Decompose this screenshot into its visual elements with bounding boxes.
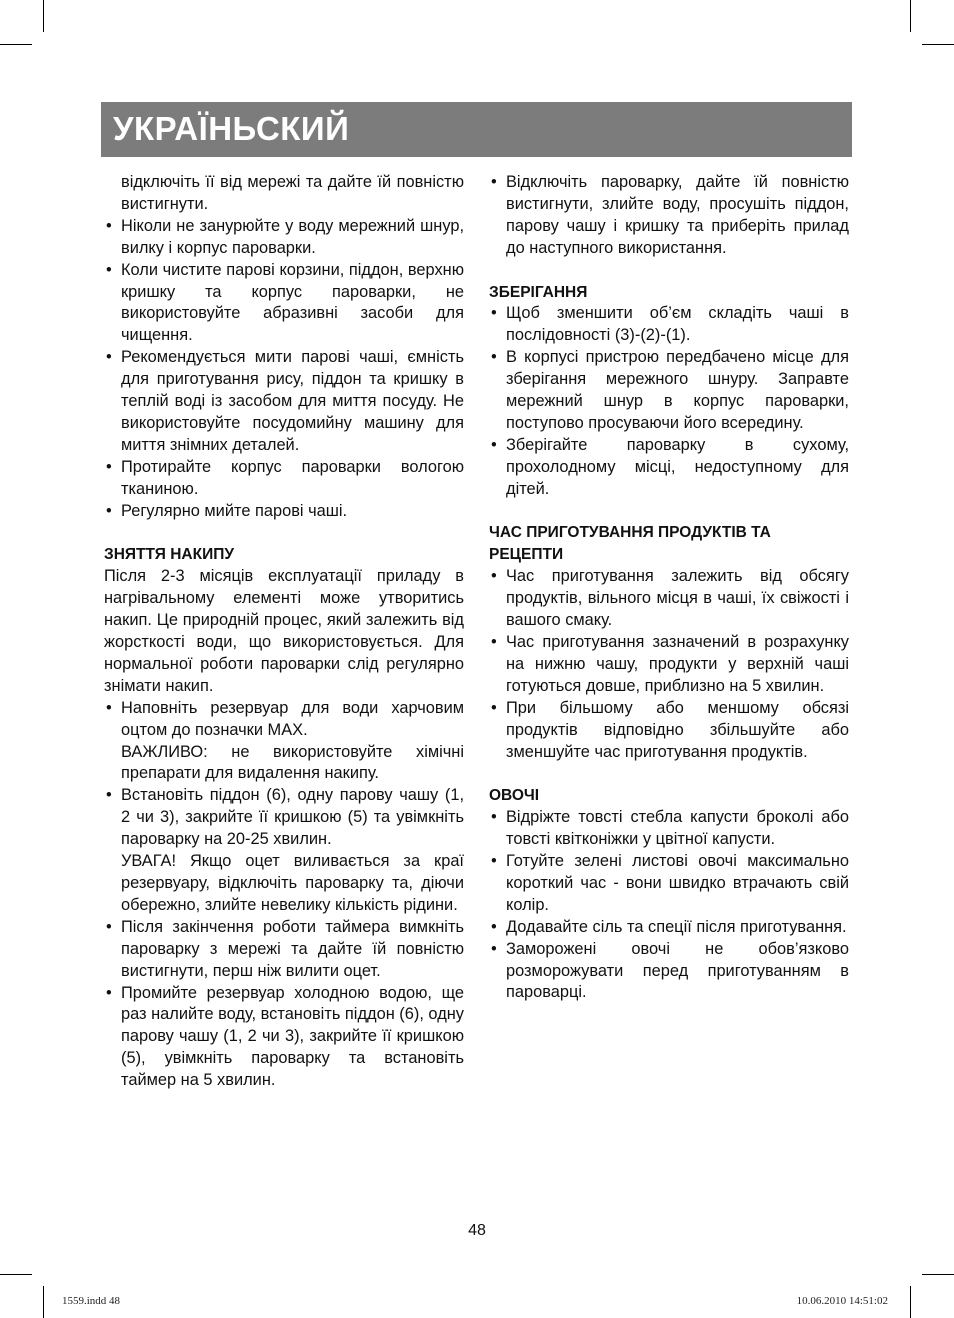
list-item: • Зберігайте пароварку в сухому, прохолодному місці, недоступному для дітей. [491, 435, 849, 498]
list-item: • Промийте резервуар холодною водою, ще раз налийте воду, встановіть піддон (6), одну парову чашу (1, 2 чи 3), закрийте її кришкою (5), увімкніть пароварку та встановіть таймер на 5 хвилин. [106, 983, 465, 1090]
continued-text: відключіть її від мережі та дайте їй повністю вистигнути. [121, 173, 464, 213]
footer-timestamp: 10.06.2010 14:51:02 [796, 1295, 888, 1307]
descale-heading: ЗНЯТТЯ НАКИПУ [104, 546, 234, 564]
section-title: УКРАЇНЬСКИЙ [113, 110, 350, 147]
crop-mark [43, 0, 44, 32]
list-item: • Час приготування зазначений в розрахунку на нижню чашу, продукти у верхній чаші готуються довше, приблизно на 5 хвилин. [491, 633, 849, 695]
vegetables-heading: ОВОЧІ [489, 787, 540, 805]
crop-mark [922, 1274, 954, 1275]
bullet-icon: • [491, 304, 497, 323]
list-item: • Додавайте сіль та спеції після приготування. [489, 917, 849, 939]
crop-mark [922, 44, 954, 45]
crop-mark [910, 1286, 911, 1318]
bullet-icon: • [491, 567, 497, 586]
crop-mark [910, 0, 911, 32]
list-item: • Наповніть резервуар для води харчовим оцтом до позначки MAX. [106, 698, 464, 739]
storage-heading: ЗБЕРІГАННЯ [489, 283, 588, 301]
bullet-icon: • [106, 457, 112, 476]
list-item: • Відріжте товсті стебла капусти броколі або товсті квітконіжки у цвітної капусти. [491, 808, 849, 849]
bullet-icon: • [106, 216, 112, 235]
bullet-icon: • [106, 917, 112, 936]
important-note: ВАЖЛИВО: не використовуйте хімічні препарати для видалення накипу. [121, 742, 464, 783]
bullet-icon: • [491, 917, 497, 936]
list-item: • При більшому або меншому обсязі продуктів відповідно збільшуйте або зменшуйте час приготування продуктів. [491, 698, 849, 761]
page-number: 48 [468, 1222, 486, 1239]
right-column [489, 172, 849, 1004]
descale-intro: Після 2-3 місяців експлуатації приладу в нагрівальному елементі може утворитись накип. Це природній процес, який залежить від жорсткості води, що використовується. Для нормальної роботи пароварки слід регулярно знімати накип. [104, 567, 464, 695]
bullet-icon: • [491, 698, 497, 717]
list-item: • Регулярно мийте парові чаші. [104, 501, 464, 523]
bullet-icon: • [491, 435, 497, 454]
bullet-icon: • [106, 983, 112, 1002]
section-banner [101, 102, 852, 157]
list-item: • Готуйте зелені листові овочі максимально короткий час - вони швидко втрачають свій колір. [491, 852, 849, 914]
list-item: • Рекомендується мити парові чаші, ємність для приготування рису, піддон та кришку в теплій воді із засобом для миття посуду. Не використовуйте посудомийну машину для миття знімних деталей. [106, 348, 464, 454]
bullet-icon: • [491, 348, 497, 367]
list-item: • В корпусі пристрою передбачено місце для зберігання мережного шнуру. Заправте мережний шнур в корпус пароварки, поступово просуваючи його всередину. [491, 348, 849, 432]
bullet-icon: • [106, 260, 112, 279]
bullet-icon: • [106, 501, 112, 520]
bullet-icon: • [491, 939, 497, 958]
crop-mark [0, 44, 32, 45]
list-item: • Ніколи не занурюйте у воду мережний шнур, вилку і корпус пароварки. [106, 216, 464, 257]
left-column [104, 172, 464, 1092]
bullet-icon: • [106, 698, 112, 717]
list-item: • Після закінчення роботи таймера вимкніть пароварку з мережі та дайте їй повністю вистигнути, перш ніж вилити оцет. [106, 917, 464, 980]
list-item: • Встановіть піддон (6), одну парову чашу (1, 2 чи 3), закрийте її кришкою (5) та увімкніть пароварку на 20-25 хвилин. [106, 786, 464, 849]
crop-mark [0, 1274, 32, 1275]
warning-note: УВАГА! Якщо оцет виливається за краї резервуару, відключіть пароварку та, діючи обережно, злийте невелику кількість рідини. [121, 852, 464, 914]
bullet-icon: • [491, 852, 497, 871]
crop-mark [43, 1286, 44, 1318]
list-item: • Відключіть пароварку, дайте їй повністю вистигнути, злийте воду, просушіть піддон, парову чашу і кришку та приберіть прилад до наступного використання. [491, 173, 849, 257]
bullet-icon: • [106, 786, 112, 805]
bullet-icon: • [491, 173, 497, 191]
list-item: • Щоб зменшити об’єм складіть чаші в послідовності (3)-(2)-(1). [491, 304, 849, 345]
cooking-time-heading: ЧАС ПРИГОТУВАННЯ ПРОДУКТІВ ТА РЕЦЕПТИ [489, 524, 771, 564]
list-item: • Коли чистите парові корзини, піддон, верхню кришку та корпус пароварки, не використовуйте абразивні засоби для чищення. [106, 260, 464, 345]
bullet-icon: • [491, 808, 497, 827]
list-item: • Заморожені овочі не обов’язково розморожувати перед приготуванням в пароварці. [491, 939, 849, 1002]
footer-file: 1559.indd 48 [62, 1295, 121, 1307]
bullet-icon: • [106, 348, 112, 367]
list-item: • Час приготування залежить від обсягу продуктів, вільного місця в чаші, їх свіжості і вашого смаку. [491, 567, 849, 630]
list-item: • Протирайте корпус пароварки вологою тканиною. [106, 457, 464, 498]
bullet-icon: • [491, 633, 497, 651]
